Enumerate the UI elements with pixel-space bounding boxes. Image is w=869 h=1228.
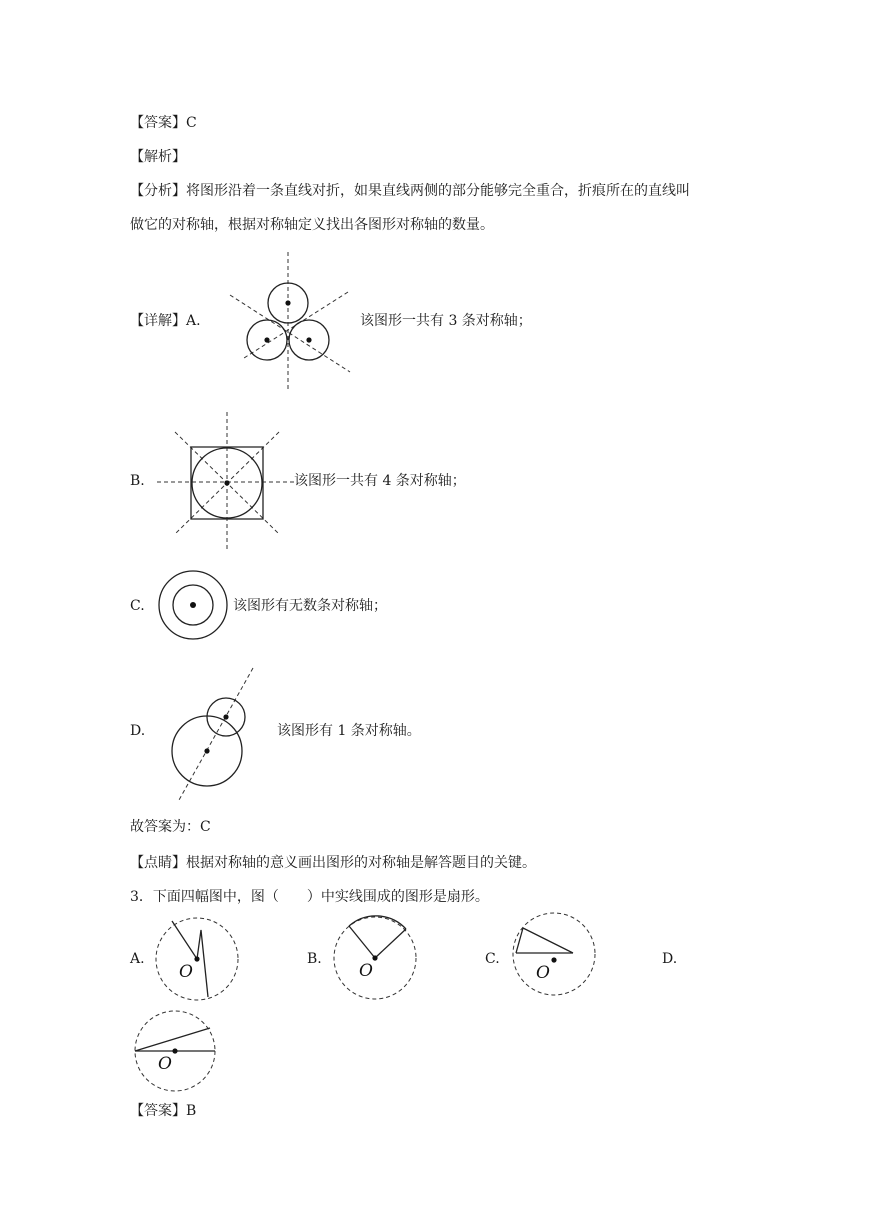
conclusion: 故答案为：C <box>130 819 211 835</box>
question-3: 3．下面四幅图中，图（ ）中实线围成的图形是扇形。 <box>130 889 489 905</box>
detail-a-label: 【详解】A. <box>130 313 201 329</box>
figure-square-circle <box>155 410 300 555</box>
q3-option-d: D. <box>662 951 678 967</box>
q3-option-b: B. <box>307 951 322 967</box>
figure-concentric-circles <box>155 567 235 643</box>
analysis-title: 【解析】 <box>130 149 186 165</box>
center-label-c: O <box>536 963 550 983</box>
figure-two-circles <box>165 664 265 804</box>
q3-option-c: C. <box>485 951 500 967</box>
q3-figure-a <box>155 915 245 1005</box>
q3-option-a: A. <box>130 951 145 967</box>
comment: 【点睛】根据对称轴的意义画出图形的对称轴是解答题目的关键。 <box>130 855 536 871</box>
detail-c-text: 该图形有无数条对称轴； <box>233 598 387 614</box>
analysis-line-1: 【分析】将图形沿着一条直线对折，如果直线两侧的部分能够完全重合，折痕所在的直线叫 <box>130 183 690 199</box>
detail-d-text: 该图形有 1 条对称轴。 <box>277 723 421 739</box>
analysis-line-2: 做它的对称轴，根据对称轴定义找出各图形对称轴的数量。 <box>130 217 494 233</box>
detail-d-label: D. <box>130 723 146 739</box>
figure-three-circles <box>220 250 355 395</box>
detail-b-label: B. <box>130 473 145 489</box>
q3-figure-d <box>133 1010 223 1100</box>
detail-c-label: C. <box>130 598 145 614</box>
q3-figure-b <box>333 915 423 1005</box>
answer-1: 【答案】C <box>130 115 197 131</box>
q3-figure-c <box>511 915 601 1005</box>
detail-a-text: 该图形一共有 3 条对称轴； <box>360 313 532 329</box>
center-label-a: O <box>179 962 193 982</box>
center-label-d: O <box>158 1054 172 1074</box>
center-label-b: O <box>359 961 373 981</box>
detail-b-text: 该图形一共有 4 条对称轴； <box>294 473 466 489</box>
answer-3: 【答案】B <box>130 1103 197 1119</box>
